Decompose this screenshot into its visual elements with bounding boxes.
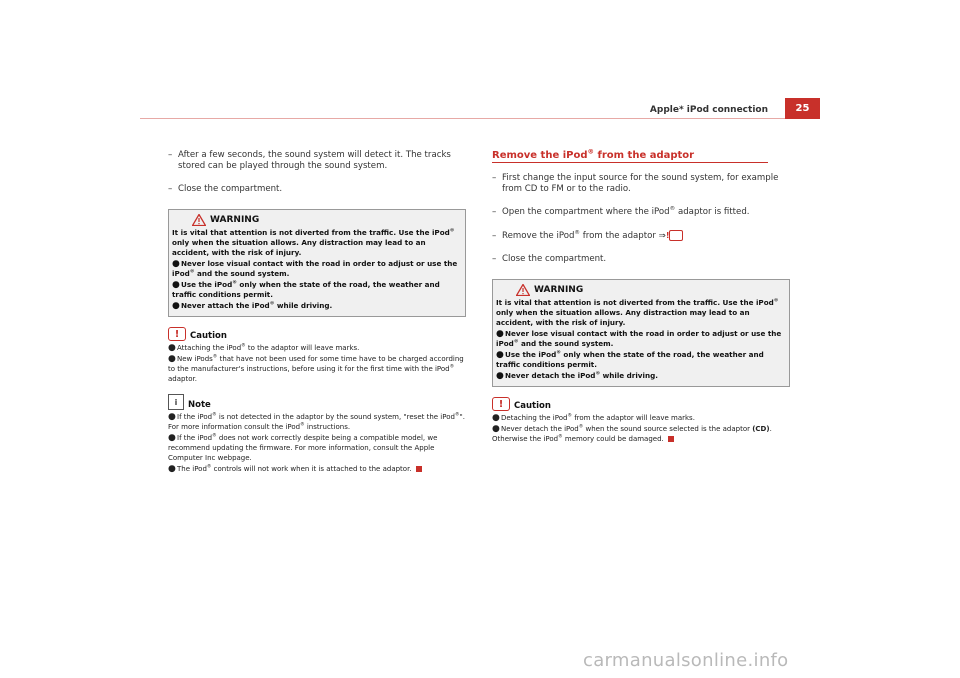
- warning-box: [492, 279, 790, 387]
- header-title: Apple* iPod connection: [649, 105, 768, 115]
- header-rule: [140, 118, 820, 119]
- step-item: – After a few seconds, the sound system will detect it. The tracks stored can be played through the sound system.: [168, 150, 451, 171]
- section-heading: Remove the iPod® from the adaptor: [492, 150, 768, 163]
- section-end-mark: [668, 436, 674, 442]
- right-column: [492, 147, 792, 445]
- step-item: – Close the compartment.: [492, 254, 607, 264]
- caution-icon: !: [168, 327, 186, 341]
- left-column: [168, 150, 468, 475]
- warning-triangle-icon: [192, 214, 206, 226]
- caution-body: ●Detaching the iPod® from the adaptor will leave marks. ●Never detach the iPod® when the sound source selected is the adaptor (CD). Otherwise the iPod® memory could be damaged.: [492, 413, 772, 443]
- warning-title: WARNING: [210, 214, 463, 226]
- caution-body: ●Attaching the iPod® to the adaptor will leave marks. ●New iPods® that have not been used for some time have to be charged according to the manufacturer's instructions, before using it for the first time with the iPod® adaptor.: [168, 343, 464, 383]
- caution-reference-icon[interactable]: !: [669, 230, 683, 241]
- step-item: – First change the input source for the sound system, for example from CD to FM or to the radio.: [492, 173, 779, 194]
- step-item: – Open the compartment where the iPod® adaptor is fitted.: [492, 206, 750, 217]
- step-item: – Remove the iPod® from the adaptor ⇒!: [492, 230, 792, 242]
- caution-title: ! Caution: [168, 327, 468, 341]
- warning-title: WARNING: [534, 284, 787, 296]
- caution-title: ! Caution: [492, 397, 792, 411]
- page-number: 25: [785, 98, 820, 119]
- warning-triangle-icon: [516, 284, 530, 296]
- section-end-mark: [416, 466, 422, 472]
- caution-icon: !: [492, 397, 510, 411]
- warning-body: It is vital that attention is not diverted from the traffic. Use the iPod® only when the situation allows. Any distraction may lead to an accident, with the risk of injury. ●Never lose visual contact with the road in order to adjust or use the iPod® and the sound system. ●Use the iPod® only when the state of the road, the weather and traffic conditions permit. ●Never attach the iPod® while driving.: [172, 228, 458, 311]
- watermark: carmanualsonline.info: [583, 650, 789, 671]
- note-icon: i: [168, 394, 184, 410]
- warning-body: It is vital that attention is not diverted from the traffic. Use the iPod® only when the situation allows. Any distraction may lead to an accident, with the risk of injury. ●Never lose visual contact with the road in order to adjust or use the iPod® and the sound system. ●Use the iPod® only when the state of the road, the weather and traffic conditions permit. ●Never detach the iPod® while driving.: [496, 298, 782, 381]
- note-title: i Note: [168, 394, 468, 410]
- step-item: – Close the compartment.: [168, 184, 283, 194]
- warning-box: [168, 209, 466, 317]
- note-body: ●If the iPod® is not detected in the adaptor by the sound system, "reset the iPod®". For more information consult the iPod® instructions. ●If the iPod® does not work correctly despite being a compatible model, we recommend updating the firmware. For more information, consult the Apple Computer Inc webpage. ●The iPod® controls will not work when it is attached to the adaptor.: [168, 412, 465, 474]
